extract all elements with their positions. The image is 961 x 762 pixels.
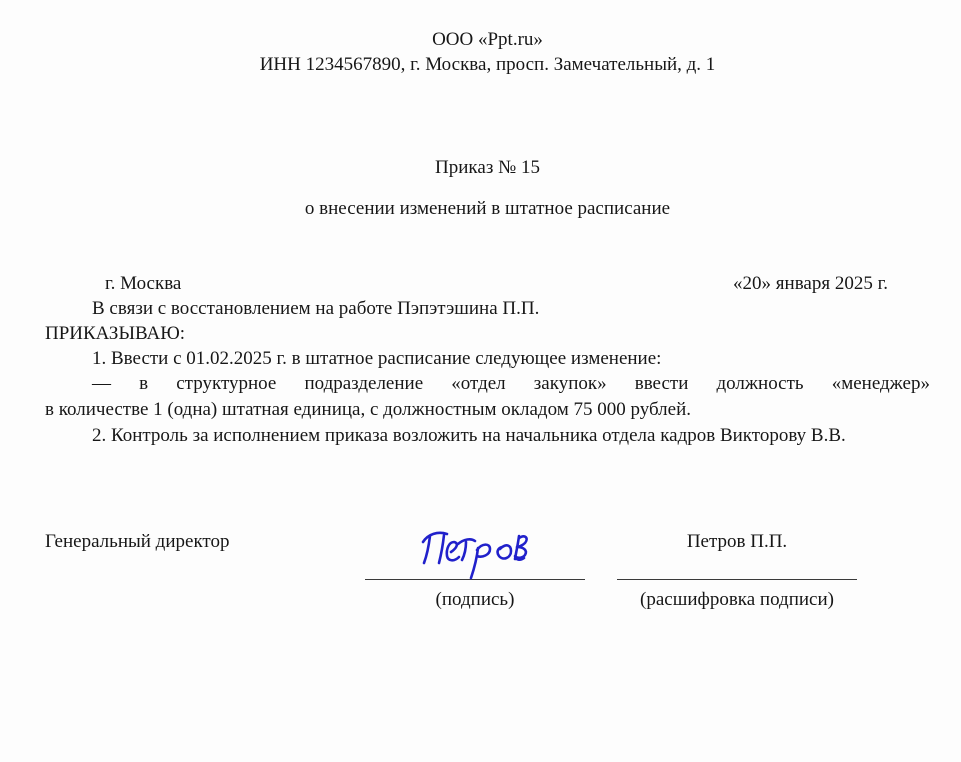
signature-caption: (подпись): [435, 589, 515, 610]
order-word: ПРИКАЗЫВАЮ:: [45, 323, 186, 344]
company-name: ООО «Ppt.ru»: [432, 29, 543, 50]
city-date-row: [45, 271, 930, 296]
order-subtitle: о внесении изменений в штатное расписание: [304, 198, 671, 219]
signature-ink: [423, 533, 527, 578]
order-item-1-detail-line-2: в количестве 1 (одна) штатная единица, с должностным окладом 75 000 рублей.: [45, 399, 691, 420]
signatory-name-column: [617, 521, 857, 612]
order-item-1-detail-line-1: — в структурное подразделение «отдел закупок» ввести должность «менеджер»: [92, 373, 930, 394]
name-caption: (расшифровка подписи): [640, 589, 834, 610]
signatory-position: Генеральный директор: [45, 531, 230, 552]
company-header: [45, 0, 930, 77]
handwritten-signature: [419, 525, 531, 581]
signature-column: [365, 521, 585, 612]
company-details: ИНН 1234567890, г. Москва, просп. Замечательный, д. 1: [259, 54, 716, 75]
signatory-position-column: [45, 521, 365, 612]
signatory-name: Петров П.П.: [686, 531, 788, 552]
order-item-2: 2. Контроль за исполнением приказа возложить на начальника отдела кадров Викторову В.В.: [92, 425, 846, 446]
order-title: Приказ № 15: [435, 157, 540, 178]
document-date: «20» января 2025 г.: [733, 273, 888, 294]
preamble-text: В связи с восстановлением на работе Пэпэтэшина П.П.: [92, 298, 540, 319]
document-city: г. Москва: [105, 273, 182, 294]
order-item-1: 1. Ввести с 01.02.2025 г. в штатное расписание следующее изменение:: [92, 348, 662, 369]
signature-block: [45, 521, 930, 612]
